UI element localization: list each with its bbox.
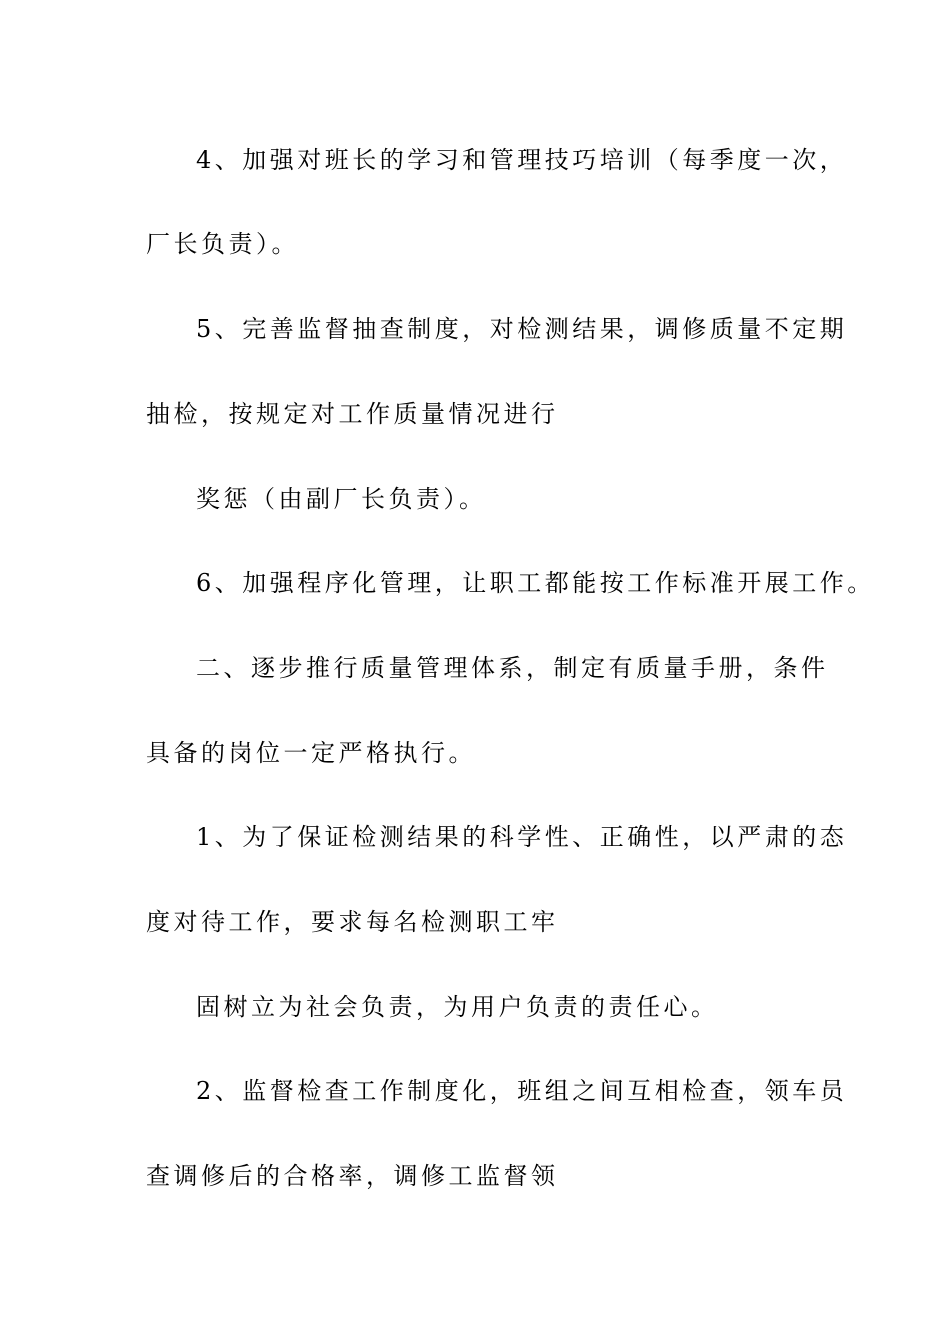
- paragraph-line: 固树立为社会负责，为用户负责的责任心。: [196, 993, 719, 1021]
- paragraph-line: 厂长负责）。: [146, 230, 299, 258]
- paragraph-line: 奖惩（由副厂长负责）。: [196, 485, 487, 513]
- paragraph-line: 5、完善监督抽查制度，对检测结果，调修质量不定期: [196, 315, 848, 343]
- section-heading-line: 二、逐步推行质量管理体系，制定有质量手册，条件: [196, 654, 829, 682]
- paragraph-line: 6、加强程序化管理，让职工都能按工作标准开展工作。: [196, 569, 875, 597]
- paragraph-line: 2、监督检查工作制度化，班组之间互相检查，领车员: [196, 1077, 848, 1105]
- paragraph-line: 4、加强对班长的学习和管理技巧培训（每季度一次，: [196, 146, 848, 174]
- paragraph-line: 抽检，按规定对工作质量情况进行: [146, 400, 559, 428]
- paragraph-line: 度对待工作，要求每名检测职工牢: [146, 908, 559, 936]
- paragraph-line: 1、为了保证检测结果的科学性、正确性，以严肃的态: [196, 823, 848, 851]
- paragraph-line: 查调修后的合格率，调修工监督领: [146, 1162, 559, 1190]
- section-heading-line: 具备的岗位一定严格执行。: [146, 739, 476, 767]
